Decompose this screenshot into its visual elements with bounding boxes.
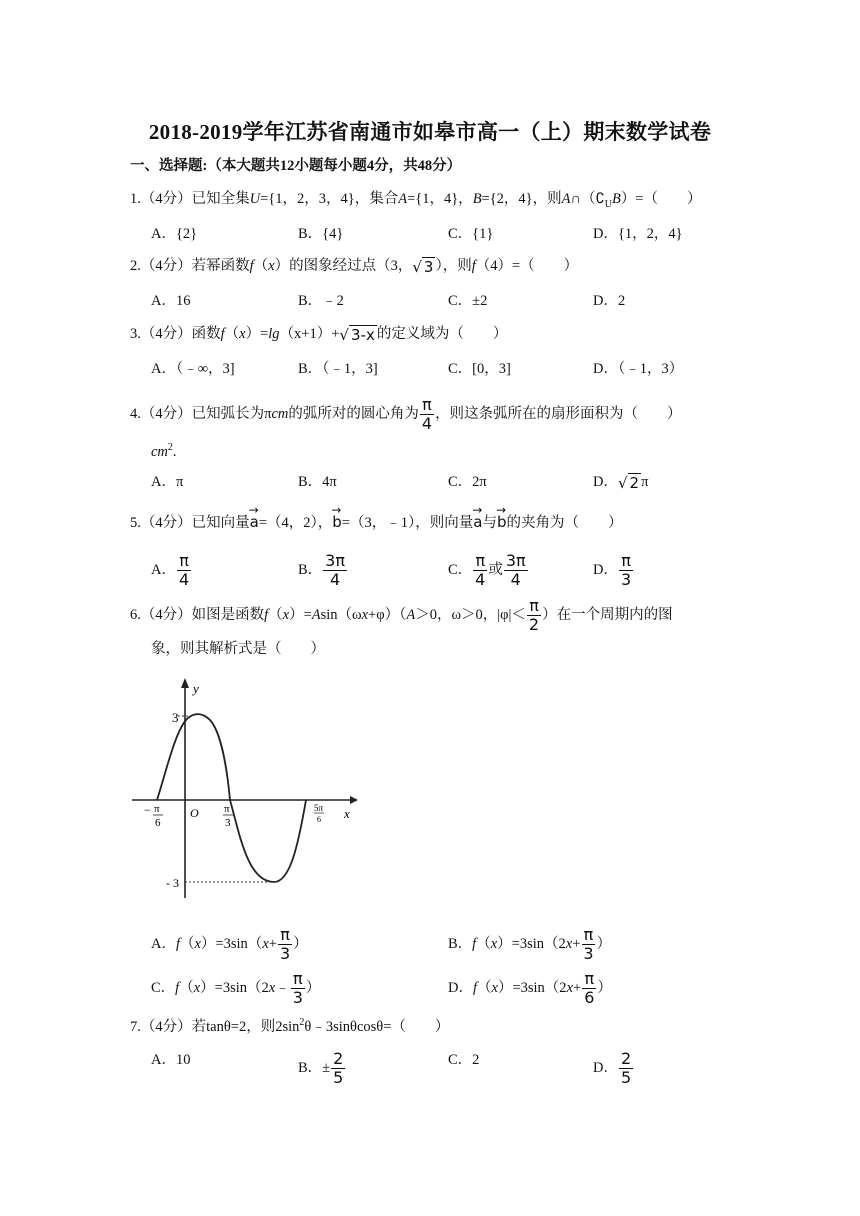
min-label: - 3 [166,876,179,890]
q6-option-c: C．f（x）=3sin（2x﹣ $\frac{\pi}{3}$ ） [151,969,321,1007]
q4-unit: $cm^2$. [151,442,177,460]
y-axis-arrow-icon [181,678,189,688]
q6-option-d: D．f（x）=3sin（2x+ $\frac{\pi}{6}$ ） [448,969,612,1007]
tick-pi3-num: π [224,803,230,815]
q5-option-b: B． $\frac{3\pi}{4}$ [298,551,345,589]
vector-a: → a [248,503,259,531]
q4-option-c: C．2π [448,474,487,490]
q6-option-b: B．f（x）=3sin（2x+ $\frac{\pi}{3}$ ） [448,925,612,963]
q1-option-d: D．{1，2，4} [593,226,683,242]
q7-option-d: D． $\frac{2}{5}$ [593,1049,632,1087]
q1-option-a: A．{2} [151,226,198,242]
q2-option-c: C．±2 [448,293,488,309]
sine-curve [157,714,306,882]
y-axis-label: y [193,681,199,696]
q5-option-d: D． $\frac{\pi}{3}$ [593,551,632,589]
q3-option-b: B．（﹣1，3] [298,361,378,377]
question-2: 2.（4分）若幂函数f（x）的图象经过点（3，√ 3 ），则f（4）=（ ） [130,257,579,276]
vector-b: → b [331,503,342,531]
q7-option-a: A．10 [151,1052,191,1068]
q6-option-a: A．f（x）=3sin（x+ $\frac{\pi}{3}$ ） [151,925,308,963]
sine-graph [128,676,358,902]
q1-option-b: B．{4} [298,226,344,242]
q7-option-c: C．2 [448,1052,480,1068]
section-heading: 一、选择题:（本大题共12小题每小题4分，共48分） [130,158,462,174]
fraction-pi-over-4: $\frac{\pi}{4}$ [421,395,433,433]
question-1: 1.（4分）已知全集U={1，2，3，4}，集合A={1，4}，B={2，4}，则$A\cap(∁_UB)=$（ ） [130,191,702,210]
q2-option-d: D．2 [593,293,626,309]
vector-a: → a [472,503,483,531]
q4-option-d: D．√ 2 π [593,473,649,492]
x-axis-label: x [344,806,350,821]
vector-b: → b [495,503,507,531]
max-label: 3 [172,710,179,725]
tick-neg-pi: π [154,803,160,815]
origin-label: O [190,806,199,820]
question-3: 3.（4分）函数f（x）=lg（x+1）+√ 3-x 的定义域为（ ） [130,325,508,344]
q3-option-a: A．（﹣∞，3] [151,361,235,377]
fraction-pi-over-2: $\frac{\pi}{2}$ [528,596,540,634]
sqrt-3-minus-x: √ 3-x [339,325,375,344]
sqrt-3: √ 3 [412,257,434,276]
q3-option-d: D．（﹣1，3） [593,361,684,377]
sqrt-2: √ 2 [617,473,640,492]
q2-option-b: B．﹣2 [298,293,344,309]
question-5: 5.（4分）已知向量 → a=（4，2）， → b=（3，﹣1），则向量 → a与 → b的夹角为（ ） [130,503,623,531]
q4-option-a: A．π [151,474,184,490]
q7-option-b: B．± $\frac{2}{5}$ [298,1049,344,1087]
q5-option-a: A． $\frac{\pi}{4}$ [151,551,190,589]
tick-5pi6-num: 5π [314,803,324,813]
q2-option-a: A．16 [151,293,191,309]
q1-option-c: C．{1} [448,226,494,242]
question-6-line-1: 6.（4分）如图是函数f（x）=Asin（ωx+φ）（A＞0，ω＞0，|φ|＜ $\frac{\pi}{2}$ ）在一个周期内的图 [130,596,673,634]
x-axis-arrow-icon [350,796,358,804]
tick-5pi6-den: 6 [317,815,321,824]
q4-option-b: B．4π [298,474,337,490]
question-6-line-2: 象，则其解析式是（ ） [151,641,325,657]
tick-neg-sign: − [144,803,151,817]
q3-option-c: C．[0，3] [448,361,511,377]
tick-neg-six: 6 [155,817,161,829]
tick-pi3-den: 3 [225,817,231,829]
question-7: 7.（4分）若tanθ=2，则$2\sin^2\theta﹣3\sin\theta\cos\theta=$（ ） [130,1017,450,1035]
question-4: 4.（4分）已知弧长为πcm的弧所对的圆心角为 $\frac{\pi}{4}$ ，则这条弧所在的扇形面积为（ ） [130,395,682,433]
q5-option-c: C． $\frac{\pi}{4}$ 或 $\frac{3\pi}{4}$ [448,551,526,589]
page-title: 2018-2019学年江苏省南通市如皋市高一（上）期末数学试卷 [148,120,712,144]
